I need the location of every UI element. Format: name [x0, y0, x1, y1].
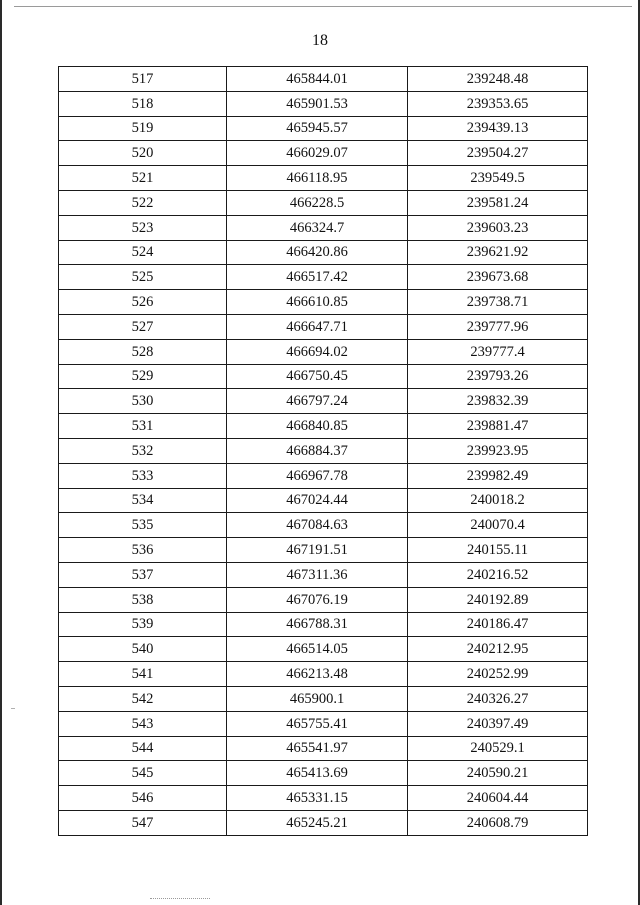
y-coordinate-cell: 240018.2 — [408, 488, 588, 513]
table-row — [59, 116, 588, 141]
x-coordinate-cell: 466694.02 — [227, 339, 408, 364]
point-id-cell: 536 — [59, 538, 227, 563]
point-id-cell: 525 — [59, 265, 227, 290]
point-id-cell: 519 — [59, 116, 227, 141]
point-id-cell: 539 — [59, 612, 227, 637]
y-coordinate-cell: 239549.5 — [408, 166, 588, 191]
y-coordinate-cell: 239832.39 — [408, 389, 588, 414]
point-id-cell: 522 — [59, 190, 227, 215]
y-coordinate-cell: 239777.4 — [408, 339, 588, 364]
y-coordinate-cell: 240397.49 — [408, 711, 588, 736]
table-row — [59, 587, 588, 612]
x-coordinate-cell: 466420.86 — [227, 240, 408, 265]
point-id-cell: 537 — [59, 562, 227, 587]
y-coordinate-cell: 240590.21 — [408, 761, 588, 786]
table-row — [59, 190, 588, 215]
table-row — [59, 810, 588, 835]
table-row — [59, 166, 588, 191]
table-row — [59, 488, 588, 513]
coordinate-table-body — [59, 67, 588, 836]
y-coordinate-cell: 239504.27 — [408, 141, 588, 166]
table-row — [59, 414, 588, 439]
x-coordinate-cell: 466797.24 — [227, 389, 408, 414]
x-coordinate-cell: 466750.45 — [227, 364, 408, 389]
point-id-cell: 540 — [59, 637, 227, 662]
y-coordinate-cell: 239581.24 — [408, 190, 588, 215]
table-row — [59, 240, 588, 265]
y-coordinate-cell: 240216.52 — [408, 562, 588, 587]
point-id-cell: 538 — [59, 587, 227, 612]
y-coordinate-cell: 240604.44 — [408, 786, 588, 811]
x-coordinate-cell: 466884.37 — [227, 438, 408, 463]
y-coordinate-cell: 240186.47 — [408, 612, 588, 637]
y-coordinate-cell: 239923.95 — [408, 438, 588, 463]
y-coordinate-cell: 239439.13 — [408, 116, 588, 141]
x-coordinate-cell: 466610.85 — [227, 290, 408, 315]
y-coordinate-cell: 239777.96 — [408, 314, 588, 339]
y-coordinate-cell: 239738.71 — [408, 290, 588, 315]
x-coordinate-cell: 466967.78 — [227, 463, 408, 488]
y-coordinate-cell: 239982.49 — [408, 463, 588, 488]
coordinate-table — [58, 66, 588, 836]
x-coordinate-cell: 467024.44 — [227, 488, 408, 513]
x-coordinate-cell: 467311.36 — [227, 562, 408, 587]
table-row — [59, 314, 588, 339]
point-id-cell: 517 — [59, 67, 227, 92]
x-coordinate-cell: 467076.19 — [227, 587, 408, 612]
page-number: 18 — [312, 32, 328, 49]
x-coordinate-cell: 465900.1 — [227, 686, 408, 711]
x-coordinate-cell: 467191.51 — [227, 538, 408, 563]
point-id-cell: 531 — [59, 414, 227, 439]
y-coordinate-cell: 240070.4 — [408, 513, 588, 538]
table-row — [59, 562, 588, 587]
x-coordinate-cell: 467084.63 — [227, 513, 408, 538]
x-coordinate-cell: 465844.01 — [227, 67, 408, 92]
table-row — [59, 513, 588, 538]
point-id-cell: 535 — [59, 513, 227, 538]
table-row — [59, 711, 588, 736]
y-coordinate-cell: 239673.68 — [408, 265, 588, 290]
y-coordinate-cell: 239621.92 — [408, 240, 588, 265]
x-coordinate-cell: 465755.41 — [227, 711, 408, 736]
x-coordinate-cell: 465413.69 — [227, 761, 408, 786]
table-row — [59, 686, 588, 711]
scan-edge-left — [0, 0, 2, 905]
x-coordinate-cell: 465245.21 — [227, 810, 408, 835]
table-row — [59, 538, 588, 563]
x-coordinate-cell: 465901.53 — [227, 91, 408, 116]
table-row — [59, 389, 588, 414]
point-id-cell: 543 — [59, 711, 227, 736]
y-coordinate-cell: 240529.1 — [408, 736, 588, 761]
table-row — [59, 141, 588, 166]
point-id-cell: 528 — [59, 339, 227, 364]
point-id-cell: 541 — [59, 662, 227, 687]
y-coordinate-cell: 239603.23 — [408, 215, 588, 240]
x-coordinate-cell: 466514.05 — [227, 637, 408, 662]
table-row — [59, 339, 588, 364]
x-coordinate-cell: 466228.5 — [227, 190, 408, 215]
table-row — [59, 290, 588, 315]
point-id-cell: 529 — [59, 364, 227, 389]
y-coordinate-cell: 239248.48 — [408, 67, 588, 92]
point-id-cell: 545 — [59, 761, 227, 786]
x-coordinate-cell: 465541.97 — [227, 736, 408, 761]
point-id-cell: 521 — [59, 166, 227, 191]
scan-edge-top — [14, 6, 632, 7]
point-id-cell: 520 — [59, 141, 227, 166]
x-coordinate-cell: 465331.15 — [227, 786, 408, 811]
y-coordinate-cell: 240212.95 — [408, 637, 588, 662]
point-id-cell: 530 — [59, 389, 227, 414]
point-id-cell: 523 — [59, 215, 227, 240]
x-coordinate-cell: 466213.48 — [227, 662, 408, 687]
point-id-cell: 547 — [59, 810, 227, 835]
point-id-cell: 518 — [59, 91, 227, 116]
scan-edge-bottom — [150, 898, 210, 899]
x-coordinate-cell: 466840.85 — [227, 414, 408, 439]
table-row — [59, 612, 588, 637]
y-coordinate-cell: 239793.26 — [408, 364, 588, 389]
y-coordinate-cell: 240155.11 — [408, 538, 588, 563]
point-id-cell: 533 — [59, 463, 227, 488]
table-row — [59, 215, 588, 240]
y-coordinate-cell: 239881.47 — [408, 414, 588, 439]
table-row — [59, 265, 588, 290]
x-coordinate-cell: 465945.57 — [227, 116, 408, 141]
y-coordinate-cell: 240608.79 — [408, 810, 588, 835]
margin-speck — [11, 708, 15, 709]
point-id-cell: 526 — [59, 290, 227, 315]
x-coordinate-cell: 466118.95 — [227, 166, 408, 191]
point-id-cell: 544 — [59, 736, 227, 761]
table-row — [59, 364, 588, 389]
table-row — [59, 67, 588, 92]
table-row — [59, 761, 588, 786]
x-coordinate-cell: 466788.31 — [227, 612, 408, 637]
point-id-cell: 527 — [59, 314, 227, 339]
y-coordinate-cell: 240326.27 — [408, 686, 588, 711]
point-id-cell: 534 — [59, 488, 227, 513]
x-coordinate-cell: 466647.71 — [227, 314, 408, 339]
table-row — [59, 637, 588, 662]
y-coordinate-cell: 240252.99 — [408, 662, 588, 687]
table-row — [59, 463, 588, 488]
table-row — [59, 91, 588, 116]
point-id-cell: 524 — [59, 240, 227, 265]
y-coordinate-cell: 239353.65 — [408, 91, 588, 116]
point-id-cell: 532 — [59, 438, 227, 463]
x-coordinate-cell: 466029.07 — [227, 141, 408, 166]
table-row — [59, 438, 588, 463]
x-coordinate-cell: 466517.42 — [227, 265, 408, 290]
table-row — [59, 662, 588, 687]
point-id-cell: 542 — [59, 686, 227, 711]
point-id-cell: 546 — [59, 786, 227, 811]
table-row — [59, 786, 588, 811]
y-coordinate-cell: 240192.89 — [408, 587, 588, 612]
table-row — [59, 736, 588, 761]
x-coordinate-cell: 466324.7 — [227, 215, 408, 240]
